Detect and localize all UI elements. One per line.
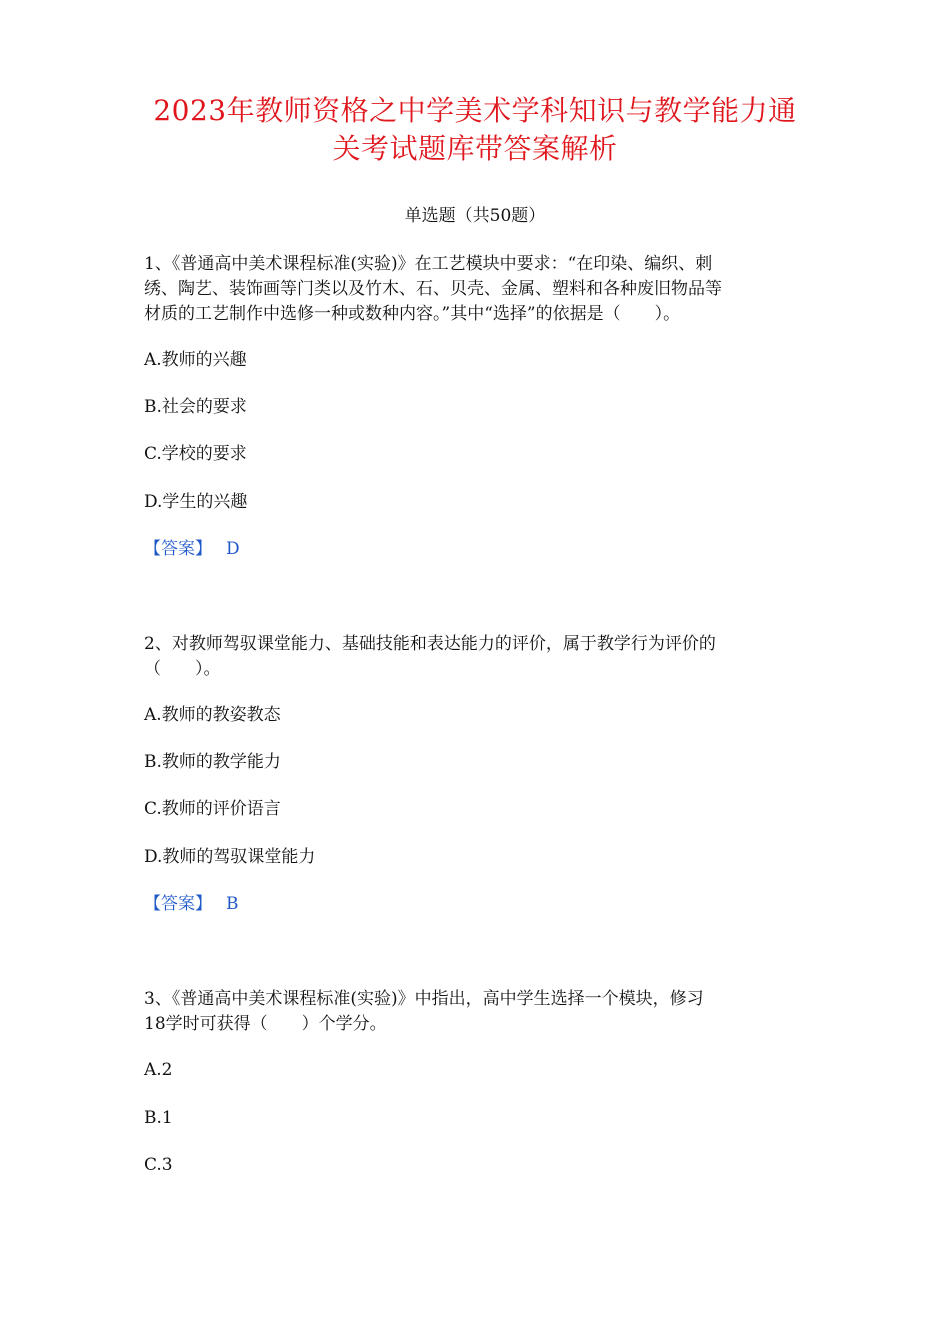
document-title-line-1: 2023年教师资格之中学美术学科知识与教学能力通 bbox=[153, 94, 797, 127]
document-title-line-2: 关考试题库带答案解析 bbox=[332, 132, 618, 165]
question-3-option-b: B.1 bbox=[144, 1108, 173, 1128]
question-2-line-1: 2、对教师驾驭课堂能力、基础技能和表达能力的评价，属于教学行为评价的 bbox=[144, 634, 716, 654]
question-1-option-d: D.学生的兴趣 bbox=[144, 492, 248, 512]
question-3-line-2: 18学时可获得（ ）个学分。 bbox=[144, 1014, 387, 1034]
question-2-answer bbox=[144, 892, 239, 917]
answer-label: 【答案】 bbox=[144, 539, 212, 559]
answer-value: B bbox=[226, 894, 239, 914]
question-2-option-a: A.教师的教姿教态 bbox=[144, 705, 281, 725]
question-1-line-2: 绣、陶艺、装饰画等门类以及竹木、石、贝壳、金属、塑料和各种废旧物品等 bbox=[144, 279, 722, 299]
question-1-option-c: C.学校的要求 bbox=[144, 444, 247, 464]
question-3-option-a: A.2 bbox=[144, 1060, 173, 1080]
question-2-option-b: B.教师的教学能力 bbox=[144, 752, 281, 772]
section-heading: 单选题（共50题） bbox=[404, 206, 546, 226]
question-1-line-1: 1、《普通高中美术课程标准(实验)》在工艺模块中要求：“在印染、编织、刺 bbox=[144, 254, 713, 274]
question-1-option-a: A.教师的兴趣 bbox=[144, 350, 247, 370]
question-2-option-d: D.教师的驾驭课堂能力 bbox=[144, 847, 316, 867]
question-3-option-c: C.3 bbox=[144, 1155, 173, 1175]
question-1-option-b: B.社会的要求 bbox=[144, 397, 247, 417]
question-1-answer bbox=[144, 537, 240, 562]
question-1-line-3: 材质的工艺制作中选修一种或数种内容。”其中“选择”的依据是（ ）。 bbox=[144, 304, 681, 324]
question-2-option-c: C.教师的评价语言 bbox=[144, 799, 281, 819]
answer-value: D bbox=[226, 539, 240, 559]
answer-label: 【答案】 bbox=[144, 894, 212, 914]
question-3-line-1: 3、《普通高中美术课程标准(实验)》中指出，高中学生选择一个模块，修习 bbox=[144, 989, 704, 1009]
question-2-line-2: （ ）。 bbox=[144, 659, 221, 679]
